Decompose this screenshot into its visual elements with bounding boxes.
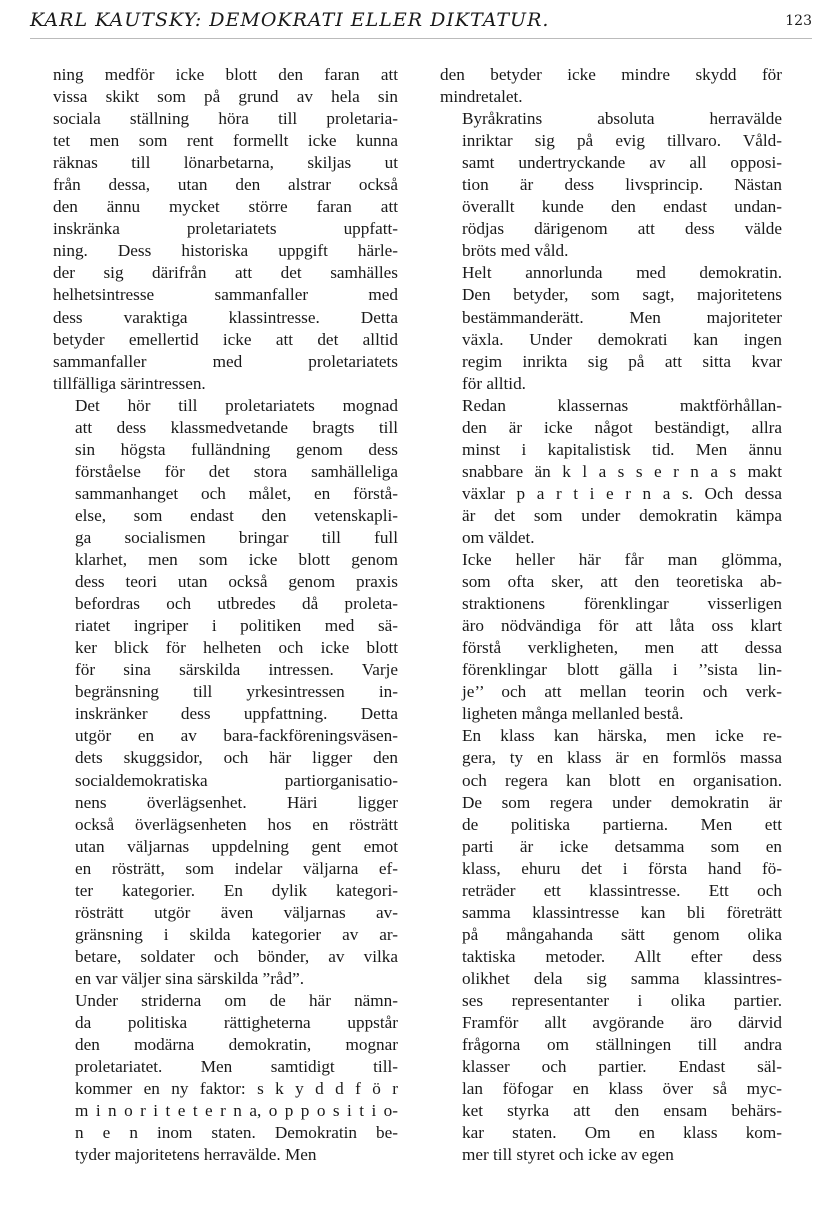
text-line: växla. Under demokrati kan ingen [462,329,782,349]
text-line: tion är dess livsprincip. Nästan [462,175,782,195]
text-line: bröts med våld. [462,241,569,261]
page-header [30,8,812,36]
running-title: KARL KAUTSKY: DEMOKRATI ELLER DIKTATUR. [30,9,550,31]
text-line: dess teori utan också genom praxis [75,572,398,592]
text-line: sammanfaller med proletariatets [53,351,398,371]
text-line: att dess klassmedvetande bragts till [75,417,398,437]
text-line: Den betyder, som sagt, majoritetens [462,285,782,305]
text-line: rödjas därigenom att dess välde [462,219,782,239]
left-column-paragraph [53,395,398,990]
text-line: utgör en av bara-fackföreningsväsen- [75,726,398,746]
text-line: från dessa, utan den alstrar också [53,175,398,195]
text-line: och regera kan blott en organisation. [462,770,782,790]
text-line: De som regera under demokratin är [462,792,782,812]
text-line: klasser och partier. Endast säl- [462,1057,782,1077]
text-line: inriktar sig på evig tillvaro. Våld- [462,131,782,151]
text-line: vissa skikt som på grund av hela sin [53,87,398,107]
left-column [53,64,398,1166]
right-column-paragraph [440,262,782,394]
right-column-paragraph [440,108,782,262]
text-line: riatet ingriper i politiken med sä- [75,616,398,636]
text-line: gränsning i skilda kategorier av ar- [75,924,398,944]
text-line: lan föfogar en klass över så myc- [462,1079,782,1099]
text-line: ses representanter i olika partier. [462,990,782,1010]
text-line: inskränker dess uppfattning. Detta [75,704,398,724]
text-line: olikhet dela sig samma klassintres- [462,968,782,988]
text-line: straktionens förenklingar visserligen [462,594,782,614]
text-line: socialdemokratiska partiorganisatio- [75,770,398,790]
text-line: Helt annorlunda med demokratin. [462,263,782,283]
text-line: ning. Dess historiska uppgift härle- [53,241,398,261]
text-line: ligheten många mellanled bestå. [462,704,684,724]
text-line: om väldet. [462,527,535,547]
text-line: ga socialismen bringar till full [75,527,398,547]
text-line: tet men som rent formellt icke kunna [53,131,398,151]
right-column-paragraph [440,395,782,549]
text-line: nens överlägsenhet. Häri ligger [75,792,398,812]
left-column-paragraph [53,64,398,395]
text-line: begränsning till yrkesintressen in- [75,682,398,702]
text-line: utan väljarnas uppdelning gent emot [75,836,398,856]
text-line: dess varaktiga klassintresse. Detta [53,307,398,327]
text-line: je’’ och att mellan teorin och verk- [462,682,782,702]
text-line: förståelse för det stora samhälleliga [75,461,398,481]
text-line: Icke heller här får man glömma, [462,550,782,570]
text-line: samma klassintresse kan bli företrätt [462,902,782,922]
text-line: räknas till lönarbetarna, skiljas ut [53,153,398,173]
right-column-paragraph [440,549,782,725]
text-line: den är icke något beständigt, allra [462,417,782,437]
text-line: rösträtt utgör även väljarnas av- [75,902,398,922]
text-line: Det hör till proletariatets mognad [75,395,398,415]
text-line: Framför allt avgörande äro därvid [462,1013,782,1033]
text-line: betyder emellertid icke att det alltid [53,329,398,349]
text-line: klarhet, men som icke blott genom [75,550,398,570]
right-column [440,64,782,1166]
text-line: dets skuggsidor, och här ligger den [75,748,398,768]
text-line: en rösträtt, som indelar väljarna ef- [75,858,398,878]
text-line: inskränka proletariatets uppfatt- [53,219,398,239]
text-line: en var väljer sina särskilda ”råd”. [75,968,305,988]
text-line: helhetsintresse sammanfaller med [53,285,398,305]
text-line: ning medför icke blott den faran att [53,65,398,84]
text-line: som ofta sker, att den teoretiska ab- [462,572,782,592]
text-line: En klass kan härska, men icke re- [462,726,782,746]
text-line: befordras och utbredes då proleta- [75,594,398,614]
text-line: snabbare än k l a s s e r n a s makt [462,461,782,481]
text-line: mer till styret och icke av egen [462,1145,674,1165]
text-line: sin högsta fulländning genom dess [75,439,398,459]
text-line: tyder majoritetens herravälde. Men [75,1145,317,1165]
text-line: regim inrikta sig på att sitta kvar [462,351,782,371]
text-line: Byråkratins absoluta herravälde [462,109,782,129]
text-line: gera, ty en klass är en formlös massa [462,748,782,768]
text-line: n e n inom staten. Demokratin be- [75,1123,398,1143]
text-line: ter kategorier. En dylik kategori- [75,880,398,900]
text-line: kar staten. Om en klass kom- [462,1123,782,1143]
text-line: m i n o r i t e t e r n a, o p p o s i t i o- [75,1101,398,1121]
text-line: parti är icke detsamma som en [462,836,782,856]
left-column-paragraph [53,990,398,1166]
text-line: mindretalet. [440,87,523,107]
text-line: samt undertryckande av all opposi- [462,153,782,173]
right-column-paragraph [440,64,782,108]
text-line: ker blick för helheten och icke blott [75,638,398,658]
text-line: reträder ett klassintresse. Ett och [462,880,782,900]
text-line: den modärna demokratin, mognar [75,1035,398,1055]
text-line: de politiska partierna. Men ett [462,814,782,834]
text-line: den ännu mycket större faran att [53,197,398,217]
text-line: kommer en ny faktor: s k y d d f ö r [75,1079,398,1099]
text-line: tillfälliga särintressen. [53,373,206,393]
text-line: da politiska rättigheterna uppstår [75,1013,398,1033]
text-line: minst i kapitalistisk tid. Men ännu [462,439,782,459]
text-line: förstå verkligheten, men att dessa [462,638,782,658]
text-line: sociala ställning höra till proletaria- [53,109,398,129]
text-line: också överlägsenheten hos en rösträtt [75,814,398,834]
text-line: är det som under demokratin kämpa [462,505,782,525]
text-line: överallt kunde den endast undan- [462,197,782,217]
text-line: else, som endast den vetenskapli- [75,505,398,525]
text-line: taktiska metoder. Allt efter dess [462,946,782,966]
text-line: växlar p a r t i e r n a s. Och dessa [462,483,782,503]
text-line: den betyder icke mindre skydd för [440,65,782,84]
text-line: äro nödvändiga för att låta oss klart [462,616,782,636]
right-column-paragraph [440,725,782,1166]
text-line: förenklingar blott gälla i ’’sista lin- [462,660,782,680]
page-number: 123 [785,13,812,29]
text-line: frågorna om ställningen till andra [462,1035,782,1055]
text-line: för alltid. [462,373,526,393]
header-rule [30,38,812,39]
text-line: bestämmanderätt. Men majoriteter [462,307,782,327]
text-line: klass, ehuru det i första hand fö- [462,858,782,878]
text-line: sammanhanget och målet, en förstå- [75,483,398,503]
text-line: der sig därifrån att det samhälles [53,263,398,283]
text-line: för sina särskilda intressen. Varje [75,660,398,680]
text-line: ket styrka att den ensam behärs- [462,1101,782,1121]
text-line: proletariatet. Men samtidigt till- [75,1057,398,1077]
text-line: på mångahanda sätt genom olika [462,924,782,944]
text-line: Under striderna om de här nämn- [75,990,398,1010]
text-line: betare, soldater och bönder, av vilka [75,946,398,966]
text-line: Redan klassernas maktförhållan- [462,395,782,415]
